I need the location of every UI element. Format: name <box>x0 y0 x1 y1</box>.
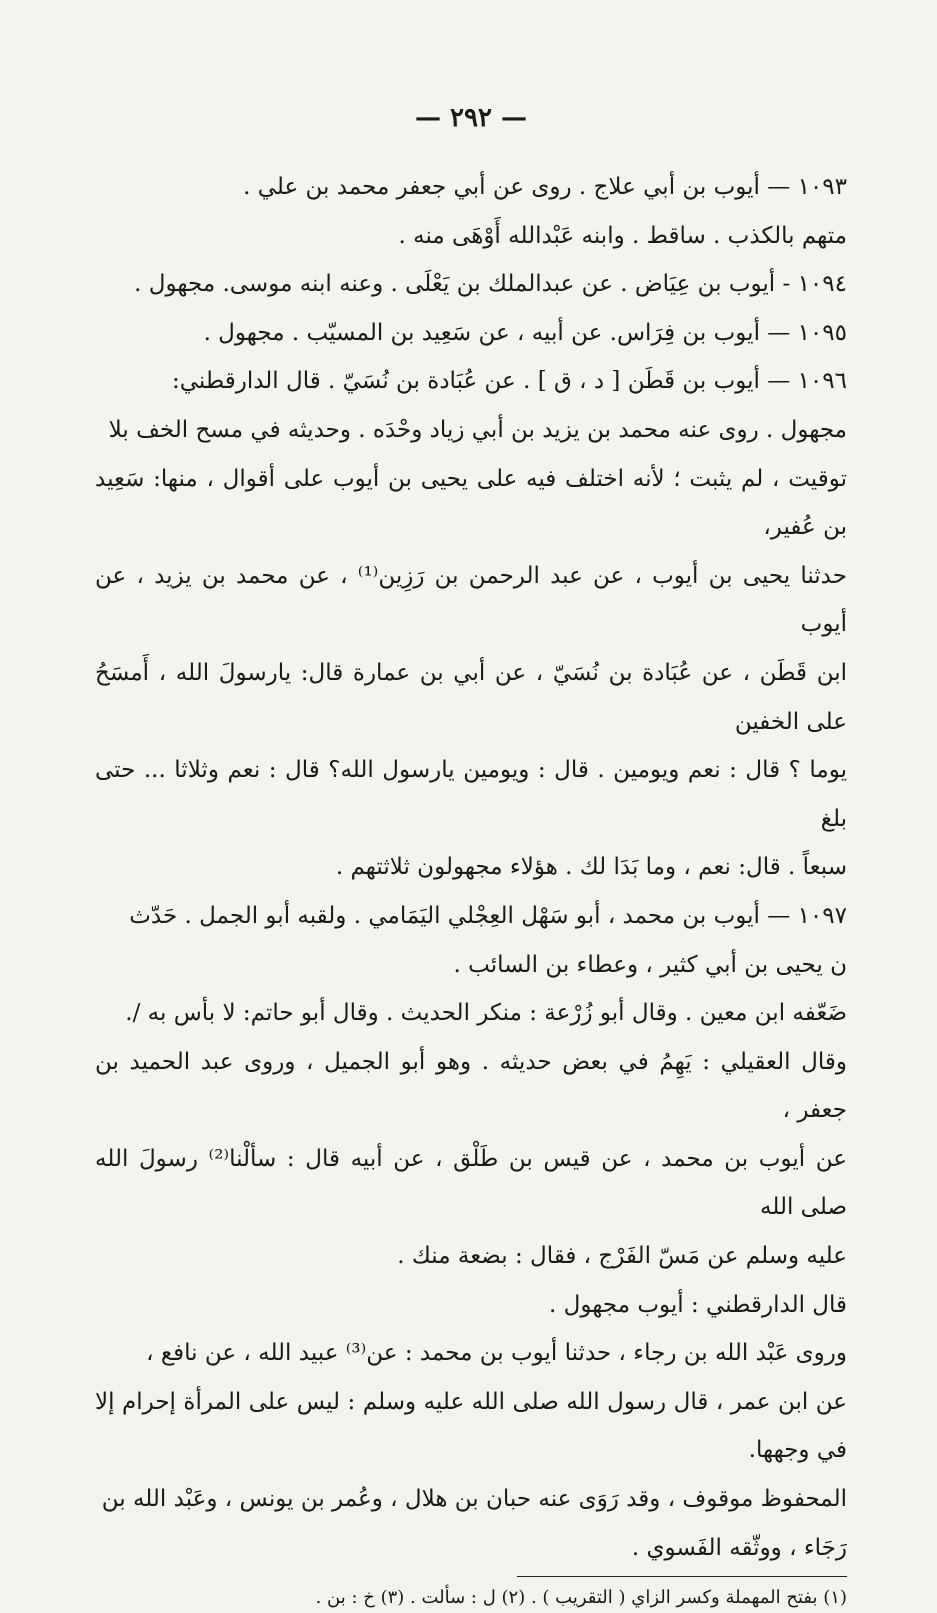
text-line: ن يحيى بن أبي كثير ، وعطاء بن السائب . <box>453 951 847 978</box>
text-line: عن أيوب بن محمد ، عن قيس بن طَلْق ، عن أبيه قال : سألْنا⁽²⁾ رسولَ الله صلى الله <box>95 1145 847 1221</box>
text-line: حدثنا يحيى بن أيوب ، عن عبد الرحمن بن رَزِين⁽¹⁾ ، عن محمد بن يزيد ، عن أيوب <box>95 562 847 638</box>
footnotes: (١) بفتح المهملة وكسر الزاي ( التقريب ) . (٢) ل : سألت . (٣) خ : بن . <box>315 1587 847 1609</box>
text-line: رَجَاء ، ووثّقه الفَسوي . <box>631 1534 847 1561</box>
body-text <box>95 163 847 1572</box>
text-line: المحفوظ موقوف ، وقد رَوَى عنه حبان بن هلال ، وعُمر بن يونس ، وعَبْد الله بن <box>101 1486 847 1513</box>
page-number: — ٢٩٢ — <box>414 103 528 133</box>
text-line: قال الدارقطني : أيوب مجهول . <box>549 1291 847 1318</box>
text-line: ابن قَطَن ، عن عُبَادة بن نُسَيّ ، عن أبي بن عمارة قال: يارسولَ الله ، أَمسَحُ على الخفين <box>95 659 847 735</box>
text-line: ١٠٩٦ — أيوب بن قَطَن [ د ، ق ] . عن عُبَادة بن نُسَيّ . قال الدارقطني: <box>172 368 847 395</box>
text-line: ١٠٩٣ — أيوب بن أبي علاج . روى عن أبي جعفر محمد بن علي . <box>243 174 847 200</box>
text-line: وقال العقيلي : يَهِمُ في بعض حديثه . وهو أبو الجميل ، وروى عبد الحميد بن جعفر ، <box>95 1048 847 1124</box>
text-line: مجهول . روى عنه محمد بن يزيد بن أبي زياد وحْدَه . وحديثه في مسح الخف بلا <box>108 416 847 443</box>
text-line: ١٠٩٥ — أيوب بن فِرَاس. عن أبيه ، عن سَعِيد بن المسيّب . مجهول . <box>203 319 847 346</box>
text-line: توقيت ، لم يثبت ؛ لأنه اختلف فيه على يحيى بن أيوب على أقوال ، منها: سَعِيد بن عُفير، <box>95 465 847 541</box>
text-line: متهم بالكذب . ساقط . وابنه عَبْدالله أَوْهَى منه . <box>398 222 847 249</box>
text-line: عليه وسلم عن مَسّ الفَرْج ، فقال : بضعة منك . <box>397 1243 847 1270</box>
text-line: سبعاً . قال: نعم ، وما بَدَا لك . هؤلاء مجهولون ثلاثتهم . <box>335 854 847 881</box>
text-line: ضَعّفه ابن معين . وقال أبو زُرْعة : منكر الحديث . وقال أبو حاتم: لا بأس به /. <box>125 1000 847 1027</box>
text-line: ١٠٩٧ — أيوب بن محمد ، أبو سَهْل العِجْلي اليَمَامي . ولقبه أبو الجمل . حَدّث <box>129 902 847 929</box>
text-line: ١٠٩٤ - أيوب بن عِيَاض . عن عبدالملك بن يَعْلَى . وعنه ابنه موسى. مجهول . <box>134 271 847 298</box>
text-line: وروى عَبْد الله بن رجاء ، حدثنا أيوب بن محمد : عن⁽³⁾ عبيد الله ، عن نافع ، <box>146 1340 847 1367</box>
footnote-divider <box>517 1576 847 1577</box>
text-line: عن ابن عمر ، قال رسول الله صلى الله عليه وسلم : ليس على المرأة إحرام إلا في وجهها. <box>95 1388 847 1464</box>
text-line: يوما ؟ قال : نعم ويومين . قال : ويومين يارسول الله؟ قال : نعم وثلاثا ... حتى بلغ <box>95 757 847 832</box>
